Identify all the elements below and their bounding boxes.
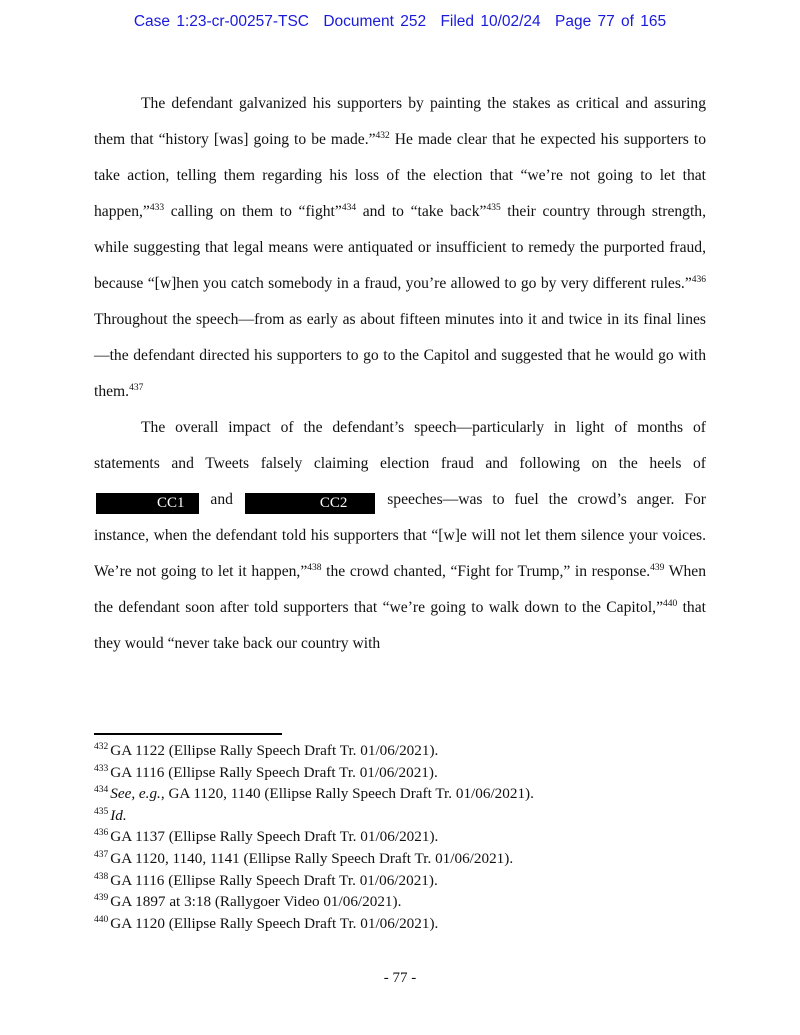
text-run: the crowd chanted, “Fight for Trump,” in response. — [321, 563, 651, 580]
footnote-number: 433 — [94, 763, 109, 774]
footnote-number: 438 — [94, 871, 109, 882]
footnote-text: GA 1116 (Ellipse Rally Speech Draft Tr. 01/06/2021). — [110, 763, 438, 781]
text-run: He made clear that he expected his supporters to take action, telling them regarding his loss of the election that “we’re not going to let that happen,” — [94, 131, 706, 220]
footnote — [94, 891, 714, 913]
footnote-number: 432 — [94, 742, 109, 752]
footnote-reference: 437 — [129, 383, 144, 393]
footnote-reference: 432 — [375, 131, 390, 141]
footnote-reference: 435 — [486, 203, 501, 213]
footnote-text: GA 1120, 1140, 1141 (Ellipse Rally Speech Draft Tr. 01/06/2021). — [110, 849, 514, 867]
footnote-signal: See, e.g. — [110, 785, 161, 803]
text-run: that they would “never take back our country with — [94, 599, 706, 652]
footnote-text: GA 1122 (Ellipse Rally Speech Draft Tr. 01/06/2021). — [110, 742, 439, 759]
footnote-reference: 433 — [149, 203, 165, 213]
page-number: - 77 - — [383, 970, 417, 986]
redaction-label: CC2 — [245, 493, 376, 514]
footnote — [94, 870, 714, 892]
body-text — [94, 86, 706, 662]
footnote-signal: Id. — [110, 806, 127, 824]
text-run: and to “take back” — [356, 203, 487, 220]
footnote-number: 434 — [94, 785, 109, 796]
footnote-reference: 434 — [341, 203, 357, 213]
footnote-text: GA 1137 (Ellipse Rally Speech Draft Tr. 01/06/2021). — [110, 828, 439, 846]
footnote-number: 439 — [94, 893, 109, 904]
case-number: Case 1:23-cr-00257-TSC — [133, 13, 309, 30]
filing-header — [0, 13, 800, 31]
text-run: calling on them to “fight” — [164, 203, 342, 220]
filed-date: Filed 10/02/24 — [440, 13, 541, 30]
footnotes — [94, 740, 714, 934]
footnote — [94, 848, 714, 870]
footnote-reference: 439 — [650, 563, 665, 573]
text-run: When the defendant soon after told supporters that “we’re going to walk down to the Capitol,” — [94, 563, 707, 616]
text-run: Throughout the speech—from as early as about fifteen minutes into it and twice in its final lines—the defendant directed his supporters to go to the Capitol and suggested that he would go with them. — [94, 311, 706, 400]
text-run: and — [200, 491, 243, 508]
text-run: speeches—was to fuel the crowd’s anger. For instance, when the defendant told his supporters that “[w]e will not let them silence your voices. We’re not going to let it happen,” — [94, 491, 707, 580]
footnote-reference: 438 — [307, 563, 322, 573]
footnote — [94, 805, 714, 827]
text-run: The defendant galvanized his supporters by painting the stakes as critical and assuring them that “history [was] going to be made.” — [94, 95, 706, 148]
footnote — [94, 826, 714, 848]
text-run: The overall impact of the defendant’s speech—particularly in light of months of statements and Tweets falsely claiming election fraud and following on the heels of — [94, 419, 706, 472]
redaction-label: CC1 — [96, 493, 199, 514]
footnote-number: 435 — [94, 806, 109, 817]
footnote — [94, 783, 714, 805]
body-paragraph — [94, 410, 706, 662]
footnote-text: GA 1897 at 3:18 (Rallygoer Video 01/06/2021). — [110, 893, 402, 911]
document-number: Document 252 — [323, 13, 427, 30]
footnote-number: 440 — [94, 914, 109, 925]
footnote — [94, 762, 714, 784]
footnote-text: , GA 1120, 1140 (Ellipse Rally Speech Draft Tr. 01/06/2021). — [160, 785, 534, 803]
text-run: their country through strength, while suggesting that legal means were antiquated or insufficient to remedy the purported fraud, because “[w]hen you catch somebody in a fraud, you’re allowed to go by very different rules.” — [94, 203, 707, 292]
page-count: Page 77 of 165 — [555, 13, 667, 30]
footnote-reference: 440 — [663, 599, 678, 609]
footnote-number: 436 — [94, 828, 109, 839]
footnote — [94, 913, 714, 935]
body-paragraph — [94, 86, 706, 410]
footnote-reference: 436 — [691, 275, 706, 285]
footnote-text: GA 1116 (Ellipse Rally Speech Draft Tr. 01/06/2021). — [110, 871, 438, 889]
footnote-number: 437 — [94, 849, 109, 860]
footnote-divider — [94, 733, 282, 735]
footnote — [94, 740, 714, 762]
footnote-text: GA 1120 (Ellipse Rally Speech Draft Tr. 01/06/2021). — [110, 914, 439, 932]
